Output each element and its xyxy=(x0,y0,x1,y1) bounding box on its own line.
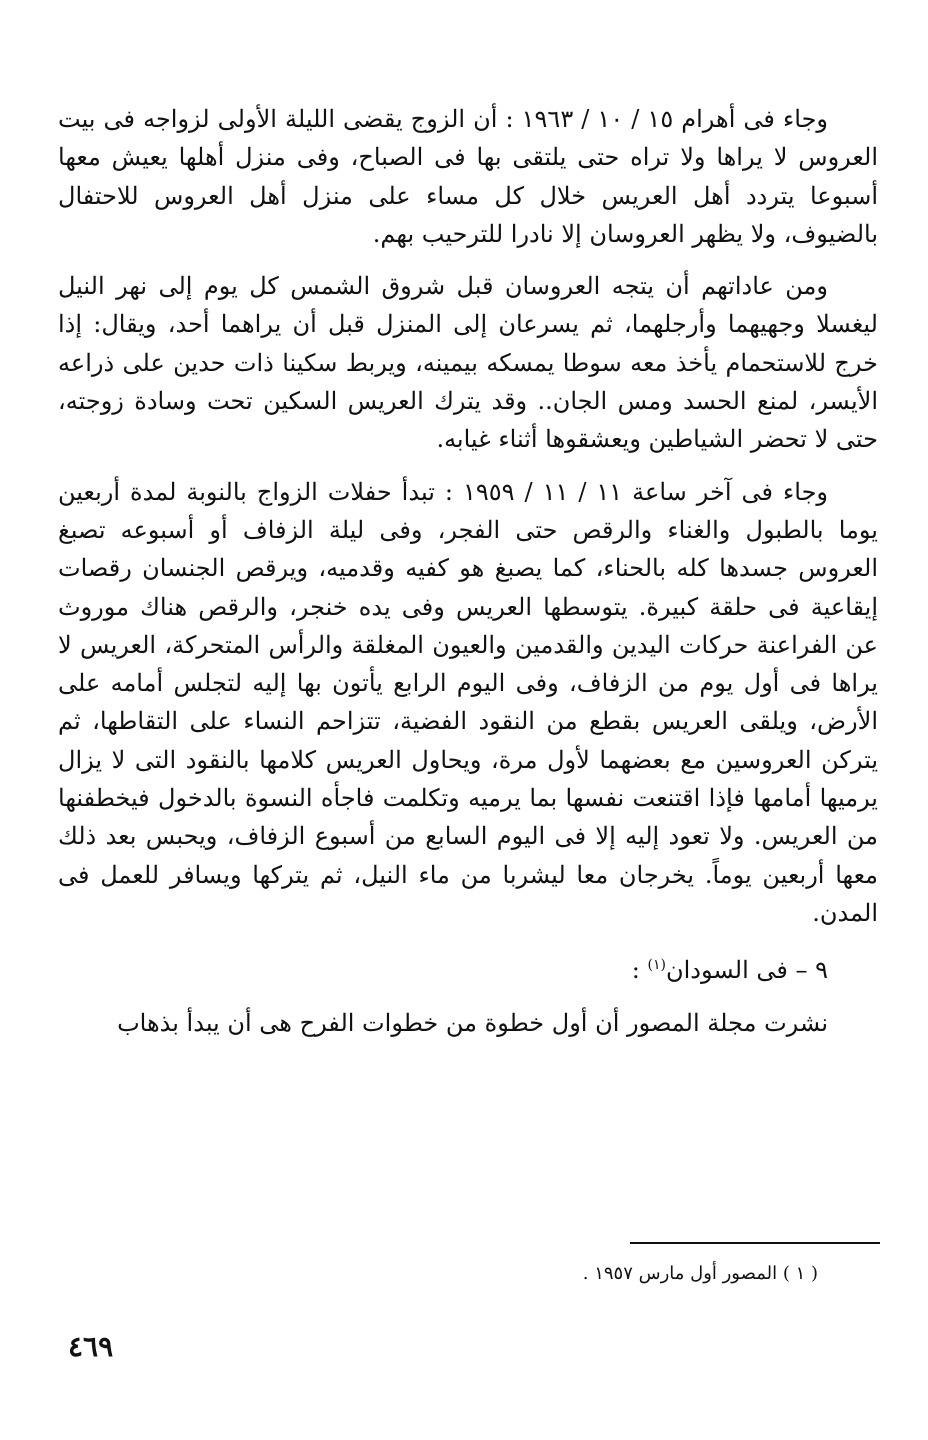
paragraph-musawwar: نشرت مجلة المصور أن أول خطوة من خطوات الفرح هى أن يبدأ بذهاب xyxy=(117,1008,828,1037)
footnote-reference: (١) xyxy=(647,957,666,974)
paragraph-akher-saa: وجاء فى آخر ساعة ١١ / ١١ / ١٩٥٩ : تبدأ حفلات الزواج بالنوبة لمدة أربعين يوما بالطبول والغناء والرقص حتى الفجر، وفى ليلة الزفاف أو أسبوعه تصبغ العروس جسدها كله بالحناء، كما يصبغ هو كفيه وقدميه، ويرقص الجنسان رقصات إيقاعية فى حلقة كبيرة. يتوسطها العريس وفى يده خنجر، والرقص هناك موروث عن الفراعنة حركات اليدين والقدمين والعيون المغلقة والرأس المتحركة، العريس لا يراها فى أول يوم من الزفاف، وفى اليوم الرابع يأتون بها إليه لتجلس أمامه على الأرض، ويلقى العريس بقطع من النقود الفضية، تتزاحم النساء على التقاطها، ثم يتركن العروسين مع بعضهما لأول مرة، ويحاول العريس كلامها بالنقود التى لا يزال يرميها أمامها فإذا اقتنعت نفسها بما يرميه وتكلمت فاجأه النسوة بالدخول فيخطفنها من العريس. ولا تعود إليه إلا فى اليوم السابع من أسبوع الزفاف، ويحبس بعد ذلك معها أربعين يوماً. يخرجان معا ليشربا من ماء النيل، ثم يتركها ويسافر للعمل فى المدن. xyxy=(58,477,879,927)
paragraph-ahram: وجاء فى أهرام ١٥ / ١٠ / ١٩٦٣ : أن الزوج يقضى الليلة الأولى لزواجه فى بيت العروس لا يراها ولا تراه حتى يلتقى بها فى الصباح، وفى منزل أهلها يعيش معها أسبوعا يتردد أهل العريس خلال كل مساء على منزل أهل العروس للاحتفال بالضيوف، ولا يظهر العروسان إلا نادرا للترحيب بهم. xyxy=(58,105,878,248)
paragraph-customs: ومن عاداتهم أن يتجه العروسان قبل شروق الشمس كل يوم إلى نهر النيل ليغسلا وجهيهما وأرجلهما، ثم يسرعان إلى المنزل قبل أن يراهما أحد، ويقال: إذا خرج للاستحمام يأخذ معه سوطا يمسكه بيمينه، ويربط سكينا ذات حدين على ذراعه الأيسر، لمنع الحسد ومس الجان.. وقد يترك العريس السكين تحت وسادة زوجته، حتى لا تحضر الشياطين ويعشقوها أثناء غيابه. xyxy=(58,272,879,454)
section-heading-colon: : xyxy=(631,956,640,985)
footnote-divider xyxy=(630,1242,880,1244)
footnote: ( ١ ) المصور أول مارس ١٩٥٧ . xyxy=(582,1263,818,1284)
body-text xyxy=(58,100,878,1042)
page-number: ٤٦٩ xyxy=(68,1330,114,1363)
section-heading-sudan xyxy=(58,946,878,989)
section-heading-text: ٩ – فى السودان xyxy=(665,956,828,985)
